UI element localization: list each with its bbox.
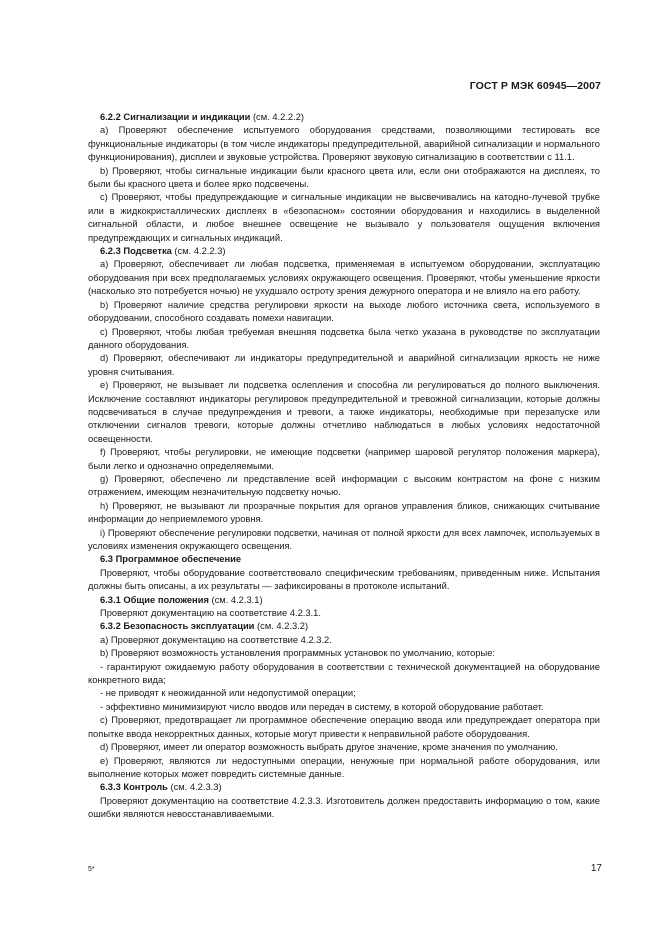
paragraph-6-3-2-b: b) Проверяют возможность установления программных установок по умолчанию, которые: xyxy=(100,648,496,659)
heading-6-2-3 xyxy=(88,245,600,258)
paragraph-6-2-3-a: a) Проверяют, обеспечивает ли любая подсветка, применяемая в испытуемом оборудовании, эксплуатацию оборудования при всех предполагаемых условиях окружающего освещения. Проверяют, чтобы уменьшение яркости (насколько это потребуется ночью) не ухудшало остроту зрения дежурного оператора и не влияло на его работу. xyxy=(88,259,600,297)
heading-6-3-title: 6.3 Программное обеспечение xyxy=(100,554,242,565)
heading-6-2-2 xyxy=(88,111,600,124)
paragraph-6-2-3-f: f) Проверяют, чтобы регулировки, не имеющие подсветки (например шаровой регулятор положения маркера), были легко и однозначно определяемыми. xyxy=(88,447,600,471)
paragraph-6-3-2-d: d) Проверяют, имеет ли оператор возможность выбрать другое значение, кроме значения по умолчанию. xyxy=(100,742,558,753)
heading-6-3-2-title: 6.3.2 Безопасность эксплуатации xyxy=(100,621,255,632)
heading-6-3-1-title: 6.3.1 Общие положения xyxy=(100,594,209,605)
heading-6-2-2-title: 6.2.2 Сигнализации и индикации xyxy=(100,112,251,122)
heading-6-3-3-ref: (см. 4.2.3.3) xyxy=(167,782,222,793)
signature-mark: 5* xyxy=(88,866,95,873)
paragraph-6-2-3-d: d) Проверяют, обеспечивают ли индикаторы предупредительной и аварийной сигнализации яркость не ниже уровня считывания. xyxy=(88,353,600,377)
paragraph-6-3-2-dash-1: - гарантируют ожидаемую работу оборудования в соответствии с технической документацией на оборудование конкретного вида; xyxy=(88,661,600,686)
paragraph-6-2-2-a: a) Проверяют обеспечение испытуемого оборудования средствами, позволяющими тестировать все функциональные индикаторы (в том числе индикаторы предупредительной, аварийной сигнализации и нормального функционирования), дисплеи и звуковые устройства. Проверяют звуковую сигнализацию в соответствии с 11.1. xyxy=(88,125,600,163)
paragraph-6-3: Проверяют, чтобы оборудование соответствовало специфическим требованиям, приведенным ниже. Испытания должны быть описаны, а их результаты — зафиксированы в протоколе испытаний. xyxy=(88,567,600,592)
paragraph-6-2-2-c: c) Проверяют, чтобы предупреждающие и сигнальные индикации не высвечивались на катодно-лучевой трубке или в жидкокристаллических дисплеях в «безопасном» состоянии оборудования и находились в выделенной сигнальной области, и любое внешнее освещение не вызывало у пользователя ощущения включения предупреждающих и сигнальных индикаций. xyxy=(88,192,600,243)
heading-6-3 xyxy=(88,553,600,566)
paragraph-6-3-3: Проверяют документацию на соответствие 4.2.3.3. Изготовитель должен предоставить информацию о том, какие ошибки являются невосстанавливаемыми. xyxy=(88,795,600,820)
paragraph-6-3-2-dash-3: - эффективно минимизируют число вводов или передач в систему, в которой оборудование работает. xyxy=(100,701,544,712)
standard-designation: ГОСТ Р МЭК 60945—2007 xyxy=(469,80,601,92)
heading-6-3-1 xyxy=(88,594,600,607)
paragraph-6-2-3-b: b) Проверяют наличие средства регулировки яркости на выходе любого источника света, используемого в оборудовании, способного создавать помехи навигации. xyxy=(88,299,600,324)
paragraph-6-2-3-i: i) Проверяют обеспечение регулировки подсветки, начиная от полной яркости для всех лампочек, используемых в условиях изменения окружающего освещения. xyxy=(88,527,600,551)
paragraph-6-2-3-c: c) Проверяют, чтобы любая требуемая внешняя подсветка была четко указана в руководстве по эксплуатации данного оборудования. xyxy=(88,326,600,350)
paragraph-6-2-3-g: g) Проверяют, обеспечено ли представление всей информации с высоким контрастом на фоне с низким отражением, имеющим незначительную подсветку ночью. xyxy=(88,473,600,498)
heading-6-3-2 xyxy=(88,620,600,633)
paragraph-6-3-2-c: c) Проверяют, предотвращает ли программное обеспечение операцию ввода или предупреждает оператора при попытке ввода некорректных данных, которые могут привести к неправильной работе оборудования. xyxy=(88,715,600,739)
paragraph-6-2-3-h: h) Проверяют, не вызывают ли прозрачные покрытия для органов управления бликов, снижающих считывание информации до неприемлемого уровня. xyxy=(88,500,600,525)
paragraph-6-3-1: Проверяют документацию на соответствие 4.2.3.1. xyxy=(100,608,321,619)
page-number: 17 xyxy=(590,863,602,874)
heading-6-3-1-ref: (см. 4.2.3.1) xyxy=(208,594,263,605)
heading-6-2-3-ref: (см. 4.2.2.3) xyxy=(171,246,226,257)
heading-6-2-3-title: 6.2.3 Подсветка xyxy=(100,246,172,257)
document-body xyxy=(88,111,600,822)
paragraph-6-2-3-e: e) Проверяют, не вызывает ли подсветка ослепления и способна ли регулироваться до полного выключения. Исключение составляют индикаторы регулировок предупредительной и тревожной сигнализации, которые должны подсвечиваться в случае предупреждения и тревоги, а также индикаторы, необходимые при перезапуске или отключении сигналов тревоги, которые должны отчетливо наблюдаться в любых условиях недостаточной освещенности. xyxy=(88,380,600,444)
heading-6-3-2-ref: (см. 4.2.3.2) xyxy=(254,621,309,632)
heading-6-3-3 xyxy=(88,781,600,794)
paragraph-6-2-2-b: b) Проверяют, чтобы сигнальные индикации были красного цвета или, если они отображаются на дисплеях, то были бы красного цвета и более ярко подсвечены. xyxy=(88,165,600,190)
paragraph-6-3-2-e: e) Проверяют, являются ли недоступными операции, ненужные при нормальной работе оборудования, или выполнение которых может повредить системные данные. xyxy=(88,755,600,779)
paragraph-6-3-2-a: a) Проверяют документацию на соответствие 4.2.3.2. xyxy=(100,634,332,645)
heading-6-2-2-ref: (см. 4.2.2.2) xyxy=(250,112,305,122)
heading-6-3-3-title: 6.3.3 Контроль xyxy=(100,782,168,793)
paragraph-6-3-2-dash-2: - не приводят к неожиданной или недопустимой операции; xyxy=(100,688,356,699)
